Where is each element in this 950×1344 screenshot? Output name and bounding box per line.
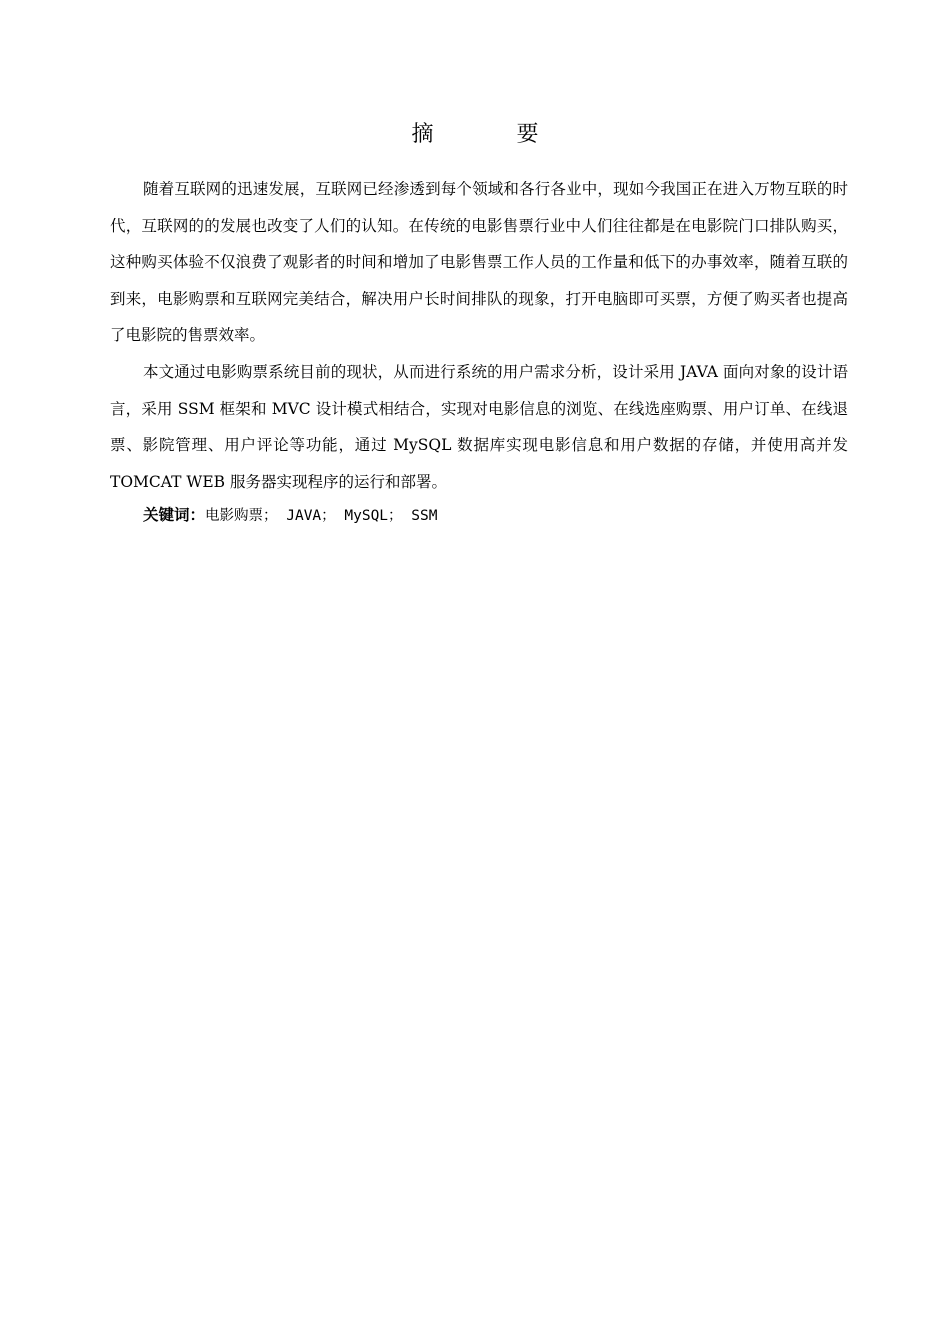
keywords-values: 电影购票； JAVA； MySQL； SSM xyxy=(205,508,438,524)
keywords-line xyxy=(143,500,843,531)
page-title: 摘 要 xyxy=(411,122,577,147)
keywords-label: 关键词： xyxy=(143,506,206,524)
abstract-paragraph-1: 随着互联网的迅速发展，互联网已经渗透到每个领域和各行各业中，现如今我国正在进入万物互联的时代，互联网的的发展也改变了人们的认知。在传统的电影售票行业中人们往往都是在电影院门口排队购买，这种购买体验不仅浪费了观影者的时间和增加了电影售票工作人员的工作量和低下的办事效率，随着互联的到来，电影购票和互联网完美结合，解决用户长时间排队的现象，打开电脑即可买票，方便了购买者也提高了电影院的售票效率。 xyxy=(110,180,848,345)
abstract-body xyxy=(110,171,848,500)
abstract-paragraph-2: 本文通过电影购票系统目前的现状，从而进行系统的用户需求分析，设计采用 JAVA 面向对象的设计语言，采用 SSM 框架和 MVC 设计模式相结合，实现对电影信息的浏览、在线选座购票、用户订单、在线退票、影院管理、用户评论等功能，通过 MySQL 数据库实现电影信息和用户数据的存储，并使用高并发 TOMCAT WEB 服务器实现程序的运行和部署。 xyxy=(110,362,848,491)
